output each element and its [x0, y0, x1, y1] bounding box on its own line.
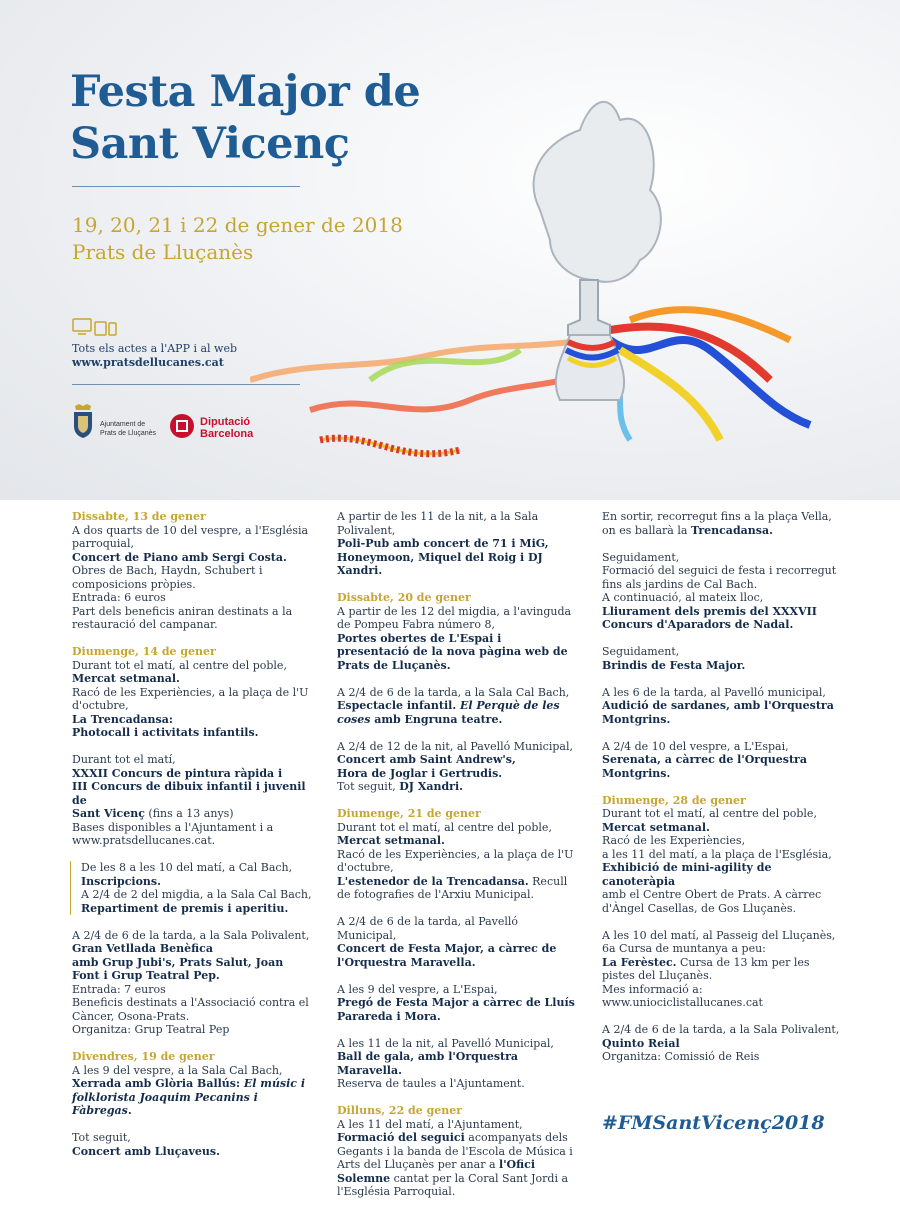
diputacio-line1: Diputació — [200, 416, 251, 428]
event-text: amb el Centre Obert de Prats. A càrrec d'Àngel Casellas, de Gos Lluçanès. — [602, 888, 822, 915]
hashtag: #FMSantVicenç2018 — [602, 1112, 825, 1134]
event-text: Tot seguit, — [337, 780, 400, 793]
event-text: De les 8 a les 10 del matí, a Cal Bach, — [81, 861, 293, 874]
event-title: Lliurament dels premis del XXXVII Concurs d'Aparadors de Nadal. — [602, 604, 817, 631]
event-text: A 2/4 de 6 de la tarda, a la Sala Polivalent, — [602, 1023, 840, 1036]
event-title: La Ferèstec. — [602, 955, 677, 969]
title-line-1: Festa Major de — [70, 67, 421, 117]
event-title-italic: El Perquè de les coses — [337, 699, 560, 726]
event-title: Formació del seguici — [337, 1131, 465, 1144]
event-block — [337, 807, 577, 902]
event-block — [337, 915, 577, 969]
event-title: La Trencadansa: — [72, 712, 173, 726]
event-text: Reserva de taules a l'Ajuntament. — [337, 1077, 525, 1090]
event-text: A les 11 de la nit, al Pavelló Municipal, — [337, 1036, 554, 1050]
program-column-1 — [72, 510, 312, 1172]
event-text: 6a Cursa de muntanya a peu: — [602, 942, 766, 955]
program-column-3 — [602, 510, 842, 1077]
event-block — [72, 929, 312, 1037]
event-text: A 2/4 de 2 del migdia, a la Sala Cal Bach, — [81, 888, 312, 901]
event-block — [337, 510, 577, 578]
event-text: Organitza: Comissió de Reis — [602, 1050, 760, 1063]
day-heading: Dissabte, 13 de gener — [72, 510, 206, 523]
event-text: A 2/4 de 10 del vespre, a L'Espai, — [602, 739, 789, 753]
event-text: Part dels beneficis aniran destinats a la restauració del campanar. — [72, 604, 293, 631]
app-text: Tots els actes a l'APP i al web — [72, 342, 238, 355]
event-text: Formació del seguici de festa i recorregut fins als jardins de Cal Bach. — [602, 564, 837, 591]
event-block — [337, 1104, 577, 1199]
event-text: Seguidament, — [602, 645, 680, 658]
event-text: Racó de les Experiències, — [602, 834, 746, 847]
event-title: XXXII Concurs de pintura ràpida i — [72, 766, 283, 780]
event-text: A les 9 del vespre, a L'Espai, — [337, 982, 498, 996]
event-text: Mes informació a: — [602, 982, 703, 996]
event-title: Xerrada amb Glòria Ballús: — [72, 1077, 244, 1090]
event-text: Racó de les Experiències, a la plaça de l'U d'octubre, — [337, 847, 574, 874]
diputacio-logo-icon — [170, 414, 194, 438]
event-title: Mercat setmanal. — [72, 672, 180, 685]
website-link[interactable]: www.pratsdellucanes.cat — [72, 356, 224, 369]
contest-note — [70, 861, 312, 915]
day-heading: Diumenge, 21 de gener — [337, 807, 481, 820]
event-title: Mercat setmanal. — [337, 834, 445, 847]
day-heading: Diumenge, 28 de gener — [602, 793, 746, 807]
event-text: A les 9 del vespre, a la Sala Cal Bach, — [72, 1063, 283, 1077]
ajuntament-line1: Ajuntament de — [100, 421, 146, 428]
day-heading: Dissabte, 20 de gener — [337, 591, 471, 604]
event-title: III Concurs de dibuix infantil i juvenil de — [72, 780, 306, 807]
event-text: Obres de Bach, Haydn, Schubert i composicions pròpies. — [72, 564, 263, 591]
event-text: Durant tot el matí, al centre del poble, — [337, 820, 552, 834]
event-title: Mercat setmanal. — [602, 820, 710, 834]
event-block — [337, 983, 577, 1024]
event-title: L'estenedor de la Trencadansa. — [337, 874, 529, 888]
event-title: Hora de Joglar i Gertrudis. — [337, 766, 503, 780]
event-title: Exhibició de mini-agility de canoteràpia — [602, 861, 772, 888]
program-column-2 — [337, 510, 577, 1212]
event-text: A partir de les 12 del migdia, a l'avinguda de Pompeu Fabra número 8, — [337, 604, 572, 631]
event-text: Bases disponibles a l'Ajuntament i a www.pratsdellucanes.cat. — [72, 820, 274, 847]
event-title: Sant Vicenç — [72, 807, 145, 820]
event-block — [602, 645, 842, 672]
event-title: DJ Xandri. — [399, 780, 463, 793]
event-text: A partir de les 11 de la nit, a la Sala Polivalent, — [337, 510, 539, 537]
event-block — [337, 591, 577, 672]
event-title-italic: El músic i folklorista Joaquim Pecanins i Fàbregas — [72, 1077, 306, 1117]
event-block — [72, 510, 312, 632]
event-link[interactable]: www.uniociclistallucanes.cat — [602, 996, 763, 1009]
event-title: amb Engruna teatre. — [370, 712, 503, 726]
event-block — [602, 510, 842, 537]
event-text: Recull de fotografies de l'Arxiu Municipal. — [337, 874, 568, 901]
event-text: A dos quarts de 10 del vespre, a l'Església parroquial, — [72, 523, 309, 550]
day-heading: Diumenge, 14 de gener — [72, 645, 216, 658]
shield-icon — [72, 404, 94, 438]
event-block — [602, 794, 842, 916]
event-text: a les 11 del matí, a la plaça de l'Església, — [602, 847, 832, 861]
event-text: (fins a 13 anys) — [144, 807, 234, 820]
event-block — [337, 686, 577, 727]
event-title: Espectacle infantil. — [337, 699, 461, 712]
event-title: Inscripcions. — [81, 874, 161, 888]
ajuntament-logo — [72, 404, 172, 444]
event-title: Concert amb Lluçaveus. — [72, 1144, 220, 1158]
event-title: Gran Vetllada Benèfica — [72, 942, 213, 955]
event-block — [337, 1037, 577, 1091]
event-text: A les 6 de la tarda, al Pavelló municipal, — [602, 685, 826, 699]
dates-text: 19, 20, 21 i 22 de gener de 2018 — [72, 213, 403, 237]
event-block — [72, 753, 312, 848]
diputacio-line2: Barcelona — [200, 428, 254, 440]
event-title: Audició de sardanes, amb l'Orquestra Montgrins. — [602, 699, 834, 726]
event-block — [602, 686, 842, 727]
event-title: Portes obertes de L'Espai i presentació de la nova pàgina web de Prats de Lluçanès. — [337, 631, 568, 672]
event-title: Concert de Piano amb Sergi Costa. — [72, 550, 287, 564]
app-info — [72, 342, 237, 370]
event-title: Brindis de Festa Major. — [602, 658, 746, 672]
diputacio-text — [200, 416, 253, 440]
event-title: Photocall i activitats infantils. — [72, 726, 259, 739]
event-text: Racó de les Experiències, a la plaça de l'U d'octubre, — [72, 685, 309, 712]
event-title: Trencadansa. — [690, 523, 773, 537]
event-block — [602, 551, 842, 632]
event-text: Cursa de 13 km per les pistes del Lluçanès. — [602, 955, 810, 982]
event-text: Organitza: Grup Teatral Pep — [72, 1023, 230, 1036]
event-title: l'Ofici Solemne — [337, 1158, 536, 1185]
glass-vase-illustration — [250, 80, 880, 480]
event-block — [72, 1131, 312, 1158]
event-block — [602, 929, 842, 1010]
event-block — [602, 1023, 842, 1064]
event-text: Durant tot el matí, al centre del poble, — [72, 658, 287, 672]
day-heading: Divendres, 19 de gener — [72, 1050, 215, 1063]
event-block — [72, 1050, 312, 1118]
event-title: Poli-Pub amb concert de 71 i MiG, Honeymoon, Miquel del Roig i DJ Xandri. — [337, 537, 549, 577]
event-text: Durant tot el matí, — [72, 753, 176, 766]
title-line-2: Sant Vicenç — [70, 119, 350, 169]
event-text: A continuació, al mateix lloc, — [602, 591, 764, 604]
event-text: A 2/4 de 6 de la tarda, a la Sala Cal Bach, — [337, 685, 570, 699]
event-text: Beneficis destinats a l'Associació contra el Càncer, Osona-Prats. — [72, 996, 309, 1023]
devices-icon — [72, 318, 120, 336]
event-text: Tot seguit, — [72, 1131, 131, 1144]
ajuntament-text — [100, 420, 156, 438]
event-text: cantat per la Coral Sant Jordi a l'Església Parroquial. — [337, 1171, 569, 1198]
event-text: A les 10 del matí, al Passeig del Lluçanès, — [602, 928, 836, 942]
place-text: Prats de Lluçanès — [72, 240, 254, 264]
event-block — [337, 740, 577, 794]
event-title: Concert amb Saint Andrew's, — [337, 753, 516, 766]
event-text: A 2/4 de 6 de la tarda, al Pavelló Municipal, — [337, 915, 519, 942]
event-text: A 2/4 de 12 de la nit, al Pavelló Municipal, — [337, 739, 573, 753]
event-title: Repartiment de premis i aperitiu. — [81, 901, 289, 915]
event-title: Quinto Reial — [602, 1036, 680, 1050]
event-text: A les 11 del matí, a l'Ajuntament, — [337, 1117, 523, 1131]
event-title: amb Grup Jubi's, Prats Salut, Joan Font i Grup Teatral Pep. — [72, 955, 284, 982]
event-title: Serenata, a càrrec de l'Orquestra Montgrins. — [602, 753, 807, 780]
event-title: Concert de Festa Major, a càrrec de l'Orquestra Maravella. — [337, 942, 557, 969]
day-heading: Dilluns, 22 de gener — [337, 1104, 463, 1117]
event-text: Seguidament, — [602, 550, 680, 564]
ajuntament-line2: Prats de Lluçanès — [100, 430, 157, 437]
event-title: Ball de gala, amb l'Orquestra Maravella. — [337, 1050, 519, 1077]
event-text: A 2/4 de 6 de la tarda, a la Sala Polivalent, — [72, 928, 310, 942]
event-title: . — [127, 1104, 132, 1117]
event-text: acompanyats dels Gegants i la banda de l'Escola de Música i Arts del Lluçanès per anar a — [337, 1131, 573, 1171]
event-text: Entrada: 7 euros — [72, 982, 166, 996]
event-title: Pregó de Festa Major a càrrec de Lluís Parareda i Mora. — [337, 996, 575, 1023]
event-block — [72, 645, 312, 740]
event-text: Entrada: 6 euros — [72, 591, 166, 604]
event-text: Durant tot el matí, al centre del poble, — [602, 807, 817, 820]
event-text: En sortir, recorregut fins a la plaça Vella, on es ballarà la — [602, 510, 832, 537]
event-block — [602, 740, 842, 781]
